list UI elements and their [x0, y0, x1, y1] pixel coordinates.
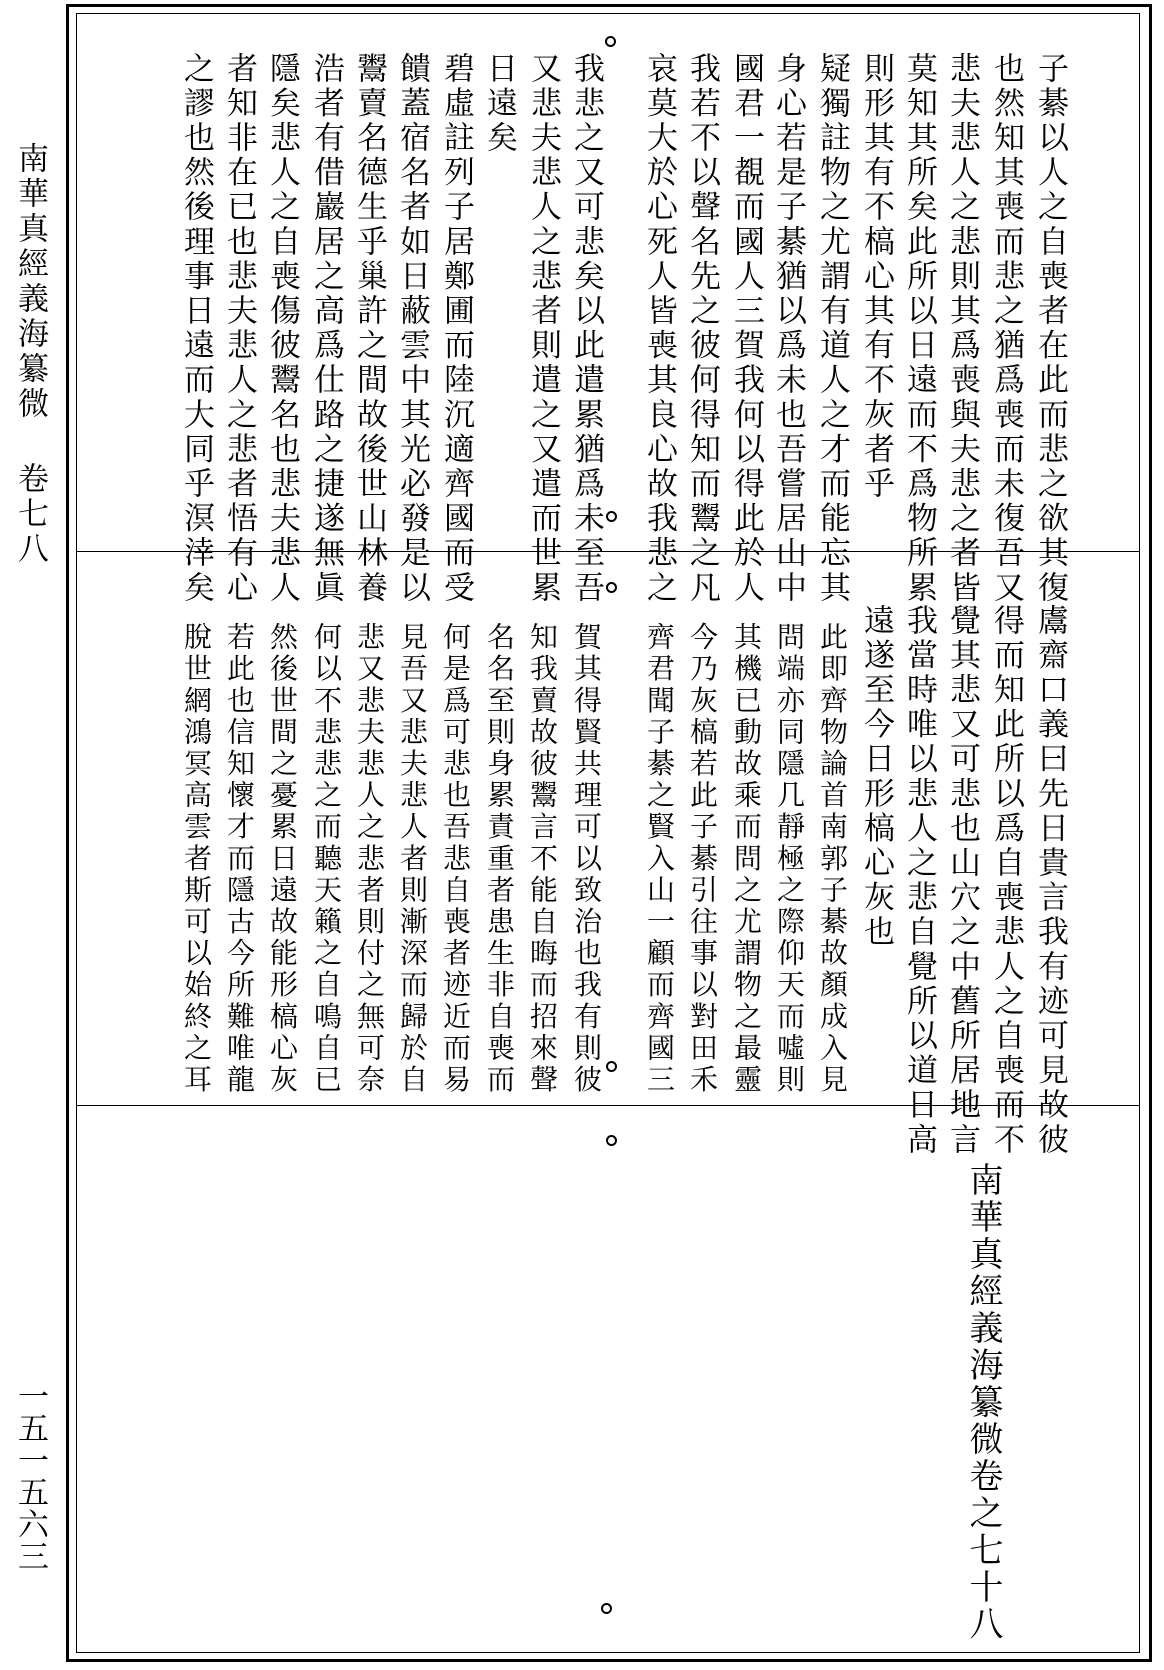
text-column: 哀莫大於心死人皆喪其良心故我悲之: [641, 52, 677, 606]
text-column: 得而知此所以爲自喪悲人之自喪而不: [988, 604, 1024, 1158]
text-column: 若此也信知懷才而隱古今所難唯龍: [223, 622, 256, 1096]
text-column: 又悲夫悲人之悲者則遣之又遣而世累: [525, 52, 561, 606]
text-column: 賀其得賢共理可以致治也我有則彼: [570, 622, 603, 1096]
text-column: 鬻賣名德生乎巢許之間故後世山林養: [351, 52, 387, 606]
text-column: 遠遂至今日形槁心灰也: [858, 604, 894, 950]
text-column: 此即齊物論首南郭子綦故顏成入見: [816, 622, 849, 1096]
text-column: 何是爲可悲也吾悲自喪者迹近而易: [439, 622, 472, 1096]
text-column: 悲夫悲人之悲則其爲喪與夫悲之者皆: [944, 52, 980, 606]
text-column: 碧虛註列子居鄭圃而陸沉適齊國而受: [438, 52, 474, 606]
margin-page-number: 一五一五六三: [12, 1380, 48, 1572]
text-column: 也然知其喪而悲之猶爲喪而未復吾又: [988, 52, 1024, 606]
text-column: 之謬也然後理事日遠而大同乎溟涬矣: [178, 52, 214, 606]
left-margin: [6, 142, 48, 1652]
text-column: 齊君聞子綦之賢入山一顧而齊國三: [643, 622, 676, 1096]
text-column: 名名至則身累責重者患生非自喪而: [483, 622, 516, 1096]
circle-mark: [601, 1603, 612, 1614]
text-column: 其機已動故乘而問之尤謂物之最靈: [730, 622, 763, 1096]
circle-mark: [606, 582, 617, 593]
text-column: 我若不以聲名先之彼何得知而鬻之凡: [684, 52, 720, 606]
text-column: 饋蓋宿名者如日蔽雲中其光必發是以: [394, 52, 430, 606]
text-column: 疑獨註物之尤謂有道人之才而能忘其: [814, 52, 850, 606]
text-column: 今乃灰槁若此子綦引往事以對田禾: [686, 622, 719, 1096]
text-column: 脫世網鴻冥高雲者斯可以始終之耳: [180, 622, 213, 1096]
text-column: 子綦以人之自喪者在此而悲之欲其復: [1032, 52, 1068, 606]
text-column: 我當時唯以悲人之悲自覺所以道日高: [901, 604, 937, 1158]
text-column: 見吾又悲夫悲人者則漸深而歸於自: [396, 622, 429, 1096]
circle-mark: [606, 511, 617, 522]
circle-mark: [605, 36, 616, 47]
section-divider-bottom: [76, 1105, 1140, 1106]
circle-mark: [606, 1061, 617, 1072]
text-column: 鬳齋口義曰先日貴言我有迹可見故彼: [1032, 604, 1068, 1158]
text-column: 何以不悲悲之而聽天籟之自鳴自已: [310, 622, 343, 1096]
text-column: 者知非在已也悲夫悲人之悲者悟有心: [221, 52, 257, 606]
text-column: 日遠矣: [481, 52, 517, 156]
text-column: 然後世間之憂累日遠故能形槁心灰: [266, 622, 299, 1096]
text-column: 知我賣故彼鬻言不能自晦而招來聲: [526, 622, 559, 1096]
margin-book-title: 南華真經義海纂微 卷七八: [12, 142, 48, 567]
text-column: 悲又悲夫悲人之悲者則付之無可奈: [353, 622, 386, 1096]
text-column: 我悲之又可悲矣以此遣累猶爲未至吾: [568, 52, 604, 606]
text-column: 國君一覩而國人三賀我何以得此於人: [728, 52, 764, 606]
chapter-end-colophon: 南華真經義海纂微卷之七十八: [963, 1162, 1003, 1643]
text-column: 問端亦同隱几靜極之際仰天而噓則: [773, 622, 806, 1096]
text-column: 浩者有借巖居之高爲仕路之捷遂無眞: [308, 52, 344, 606]
text-column: 莫知其所矣此所以日遠而不爲物所累: [901, 52, 937, 606]
circle-mark: [606, 1135, 617, 1146]
text-column: 身心若是子綦猶以爲未也吾嘗居山中: [770, 52, 806, 606]
text-column: 覺其悲又可悲也山穴之中舊所居地言: [944, 604, 980, 1158]
text-column: 則形其有不槁心其有不灰者乎: [858, 52, 894, 502]
text-column: 隱矣悲人之自喪傷彼鬻名也悲夫悲人: [264, 52, 300, 606]
